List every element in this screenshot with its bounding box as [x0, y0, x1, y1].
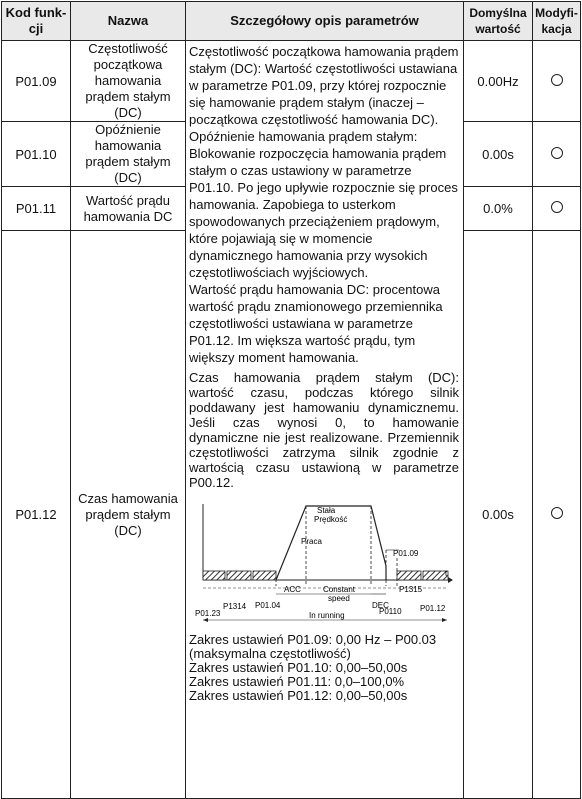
- diagram-label-p0109: P01.09: [393, 549, 419, 558]
- desc-paragraph-start-frequency: Częstotliwość początkowa hamowania prądem stałym (DC): Wartość częstotliwości ustawiana w parametrze P01.09, przy której rozpocznie się hamowanie prądem stałym (inaczej – początkowa częstotliwość hamowania DC).: [189, 44, 459, 127]
- diagram-label-p1314: P1314: [223, 602, 247, 611]
- desc-paragraph-braking-time: Czas hamowania prądem stałym (DC): wartość czasu, podczas którego silnik poddawany jest hamowaniu dynamicznemu. Jeśli czas wynosi 0, to hamowanie dynamiczne nie jest realizowane. Przemiennik częstotliwości zatrzyma silnik zgodnie z wartością czasu ustawioną w parametrze P00.12.: [189, 370, 459, 490]
- table-header-row: [2, 2, 581, 41]
- row-code: P01.09: [2, 41, 71, 122]
- diagram-label-p0110: P0110: [379, 607, 402, 616]
- diagram-label-p0112: P01.12: [420, 604, 446, 613]
- diagram-block-2: [227, 571, 251, 580]
- diagram-label-stala: Stała: [317, 506, 336, 515]
- range-p0112: Zakres ustawień P01.12: 0,00–50,00s: [189, 688, 408, 703]
- header-modify: Modyfi-kacja: [533, 2, 581, 41]
- diagram-label-dec: DEC: [372, 601, 389, 610]
- row-name: Opóźnienie hamowania prądem stałym (DC): [71, 122, 186, 187]
- modify-circle-icon: [551, 74, 563, 86]
- range-p0109: Zakres ustawień P01.09: 0,00 Hz – P00.03 (maksymalna częstotliwość): [189, 632, 437, 661]
- description-cell: [186, 41, 464, 799]
- header-code: Kod funk-cji: [2, 2, 71, 41]
- row-default: 0.00Hz: [464, 41, 533, 122]
- desc-paragraph-delay: Opóźnienie hamowania prądem stałym: Blokowanie rozpoczęcia hamowania prądem stałym o czas ustawiony w parametrze P01.10. Po jego upływie rozpocznie się proces hamowania. Zapobiega to usterkom spowodowanych przeciążeniem prądowym, które pojawiają się w momencie dynamicznego hamowania przy wysokich częstotliwościach wyjściowych.: [189, 129, 458, 280]
- row-code: P01.12: [2, 231, 71, 799]
- row-name: Czas hamowania prądem stałym (DC): [71, 231, 186, 799]
- table-row: [2, 41, 581, 122]
- diagram-label-acc: ACC: [284, 585, 301, 594]
- row-modify: [533, 187, 581, 231]
- modify-circle-icon: [551, 147, 563, 159]
- dc-braking-diagram: [189, 494, 459, 630]
- diagram-label-p0104: P01.04: [255, 601, 281, 610]
- modify-circle-icon: [551, 201, 563, 213]
- modify-circle-icon: [551, 507, 563, 519]
- row-code: P01.11: [2, 187, 71, 231]
- row-modify: [533, 41, 581, 122]
- row-code: P01.10: [2, 122, 71, 187]
- diagram-label-p1315: P1315: [399, 585, 423, 594]
- parameter-table: [1, 1, 581, 799]
- diagram-block-4: [397, 571, 421, 580]
- diagram-label-inrunning: In running: [309, 611, 345, 620]
- diagram-label-predkosc: Prędkość: [314, 515, 348, 524]
- range-p0110: Zakres ustawień P01.10: 0,00–50,00s: [189, 660, 408, 675]
- row-default: 0.00s: [464, 122, 533, 187]
- diagram-block-1: [203, 571, 225, 580]
- diagram-label-t: t: [445, 569, 448, 578]
- ranges-list: [189, 633, 459, 703]
- row-name: Częstotliwość początkowa hamowania prądem stałym (DC): [71, 41, 186, 122]
- header-name: Nazwa: [71, 2, 186, 41]
- row-default: 0.0%: [464, 187, 533, 231]
- desc-paragraph-current: Wartość prądu hamowania DC: procentowa wartość prądu znamionowego przemiennika częstotliwości ustawiana w parametrze P01.12. Im większa wartość prądu, tym większy moment hamowania.: [189, 282, 443, 365]
- diagram-label-constant: Constant: [323, 585, 356, 594]
- header-default: Domyślna wartość: [464, 2, 533, 41]
- diagram-block-3: [253, 571, 276, 580]
- row-modify: [533, 122, 581, 187]
- row-modify: [533, 231, 581, 799]
- row-name: Wartość prądu hamowania DC: [71, 187, 186, 231]
- header-description: Szczegółowy opis parametrów: [186, 2, 464, 41]
- range-p0111: Zakres ustawień P01.11: 0,0–100,0%: [189, 674, 405, 689]
- diagram-label-praca: Praca: [301, 537, 322, 546]
- row-default: 0.00s: [464, 231, 533, 799]
- diagram-label-speed: speed: [328, 594, 350, 603]
- diagram-label-p0123: P01.23: [195, 609, 221, 618]
